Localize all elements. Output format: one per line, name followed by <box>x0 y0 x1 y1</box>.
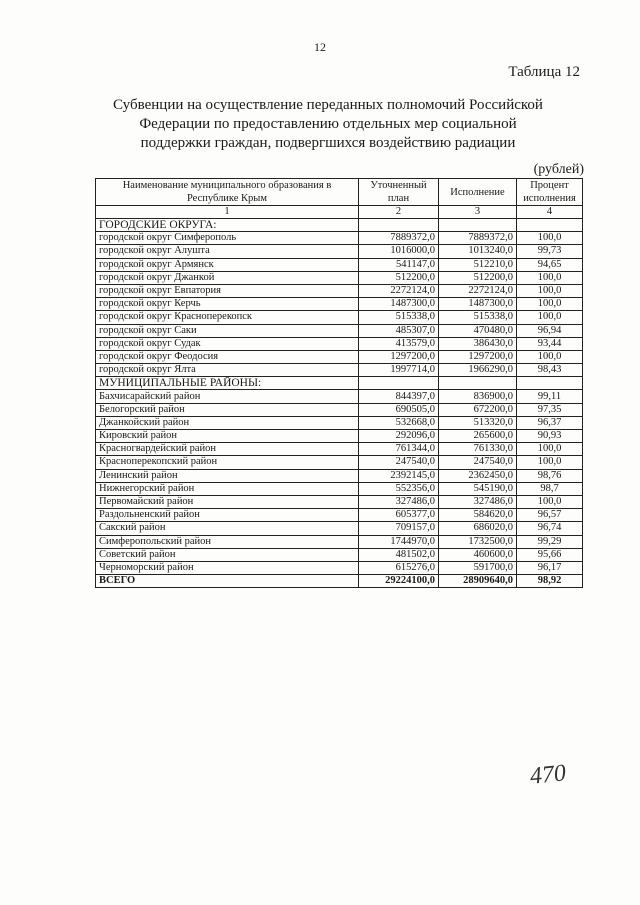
column-number: 2 <box>359 206 439 219</box>
table-row <box>96 271 583 284</box>
cell-name: городской округ Феодосия <box>96 350 359 363</box>
table-row <box>96 469 583 482</box>
cell-percent: 96,74 <box>517 522 583 535</box>
cell-fact: 327486,0 <box>439 495 517 508</box>
cell-name: городской округ Джанкой <box>96 271 359 284</box>
table-row <box>96 258 583 271</box>
cell-fact: 460600,0 <box>439 548 517 561</box>
cell-percent: 100,0 <box>517 284 583 297</box>
cell-fact: 386430,0 <box>439 337 517 350</box>
cell-plan: 615276,0 <box>359 561 439 574</box>
cell-plan: 327486,0 <box>359 495 439 508</box>
cell-percent: 98,7 <box>517 482 583 495</box>
cell-percent: 97,35 <box>517 403 583 416</box>
table-row <box>96 495 583 508</box>
cell-fact: 2362450,0 <box>439 469 517 482</box>
column-number: 3 <box>439 206 517 219</box>
cell-plan: 512200,0 <box>359 271 439 284</box>
table-row <box>96 548 583 561</box>
cell-name: Первомайский район <box>96 495 359 508</box>
cell-plan: 541147,0 <box>359 258 439 271</box>
cell-fact: 545190,0 <box>439 482 517 495</box>
table-row <box>96 430 583 443</box>
cell-percent: 96,57 <box>517 509 583 522</box>
cell-fact: 686020,0 <box>439 522 517 535</box>
cell-fact: 265600,0 <box>439 430 517 443</box>
cell-plan: 7889372,0 <box>359 232 439 245</box>
table-row <box>96 350 583 363</box>
cell-name: городской округ Саки <box>96 324 359 337</box>
cell-percent: 98,43 <box>517 364 583 377</box>
title-line: Субвенции на осуществление переданных полномочий Российской <box>113 97 543 113</box>
cell-plan: 1016000,0 <box>359 245 439 258</box>
cell-plan <box>359 377 439 390</box>
cell-name: Ленинский район <box>96 469 359 482</box>
table-caption: Таблица 12 <box>508 64 580 80</box>
cell-fact <box>439 219 517 232</box>
cell-plan: 485307,0 <box>359 324 439 337</box>
table-row <box>96 482 583 495</box>
cell-plan: 247540,0 <box>359 456 439 469</box>
cell-name: Нижнегорский район <box>96 482 359 495</box>
cell-name: Белогорский район <box>96 403 359 416</box>
total-row <box>96 575 583 588</box>
cell-plan: 761344,0 <box>359 443 439 456</box>
cell-name: МУНИЦИПАЛЬНЫЕ РАЙОНЫ: <box>96 377 359 390</box>
header-name: Наименование муниципального образования в Республике Крым <box>96 179 359 206</box>
cell-percent: 94,65 <box>517 258 583 271</box>
subvention-table <box>95 178 583 588</box>
cell-name: городской округ Евпатория <box>96 284 359 297</box>
cell-fact: 28909640,0 <box>439 575 517 588</box>
cell-percent: 100,0 <box>517 271 583 284</box>
cell-fact: 1013240,0 <box>439 245 517 258</box>
column-number: 4 <box>517 206 583 219</box>
cell-fact: 1297200,0 <box>439 350 517 363</box>
cell-name: Кировский район <box>96 430 359 443</box>
table-row <box>96 456 583 469</box>
cell-percent: 100,0 <box>517 456 583 469</box>
table-row <box>96 390 583 403</box>
cell-name: Раздольненский район <box>96 509 359 522</box>
cell-fact: 470480,0 <box>439 324 517 337</box>
cell-plan: 1487300,0 <box>359 298 439 311</box>
cell-percent: 98,76 <box>517 469 583 482</box>
cell-plan <box>359 219 439 232</box>
table-row <box>96 298 583 311</box>
document-title <box>110 96 546 153</box>
table-row <box>96 443 583 456</box>
table-row <box>96 311 583 324</box>
cell-percent: 98,92 <box>517 575 583 588</box>
cell-plan: 1744970,0 <box>359 535 439 548</box>
cell-name: Черноморский район <box>96 561 359 574</box>
cell-plan: 552356,0 <box>359 482 439 495</box>
table-row <box>96 232 583 245</box>
cell-percent <box>517 219 583 232</box>
cell-plan: 292096,0 <box>359 430 439 443</box>
cell-name: городской округ Ялта <box>96 364 359 377</box>
cell-fact: 512200,0 <box>439 271 517 284</box>
cell-percent: 96,37 <box>517 416 583 429</box>
cell-plan: 605377,0 <box>359 509 439 522</box>
cell-percent: 95,66 <box>517 548 583 561</box>
cell-percent: 100,0 <box>517 232 583 245</box>
cell-name: городской округ Судак <box>96 337 359 350</box>
title-line: Федерации по предоставлению отдельных мер социальной <box>139 116 517 132</box>
cell-name: городской округ Красноперекопск <box>96 311 359 324</box>
cell-name: ВСЕГО <box>96 575 359 588</box>
cell-fact <box>439 377 517 390</box>
cell-fact: 513320,0 <box>439 416 517 429</box>
cell-percent: 99,11 <box>517 390 583 403</box>
cell-percent: 100,0 <box>517 298 583 311</box>
cell-percent: 90,93 <box>517 430 583 443</box>
cell-name: городской округ Армянск <box>96 258 359 271</box>
cell-plan: 532668,0 <box>359 416 439 429</box>
cell-plan: 2272124,0 <box>359 284 439 297</box>
cell-percent: 96,94 <box>517 324 583 337</box>
cell-plan: 481502,0 <box>359 548 439 561</box>
cell-fact: 512210,0 <box>439 258 517 271</box>
cell-fact: 515338,0 <box>439 311 517 324</box>
cell-percent: 100,0 <box>517 495 583 508</box>
page-number: 12 <box>314 40 326 54</box>
cell-name: Сакский район <box>96 522 359 535</box>
cell-fact: 1966290,0 <box>439 364 517 377</box>
cell-plan: 1997714,0 <box>359 364 439 377</box>
table-row <box>96 535 583 548</box>
cell-plan: 690505,0 <box>359 403 439 416</box>
cell-fact: 672200,0 <box>439 403 517 416</box>
cell-percent: 100,0 <box>517 311 583 324</box>
cell-fact: 1487300,0 <box>439 298 517 311</box>
cell-percent: 99,29 <box>517 535 583 548</box>
section-row <box>96 377 583 390</box>
column-number: 1 <box>96 206 359 219</box>
cell-fact: 7889372,0 <box>439 232 517 245</box>
table-row <box>96 284 583 297</box>
cell-name: Симферопольский район <box>96 535 359 548</box>
cell-fact: 591700,0 <box>439 561 517 574</box>
cell-percent: 93,44 <box>517 337 583 350</box>
cell-percent: 100,0 <box>517 443 583 456</box>
cell-percent: 99,73 <box>517 245 583 258</box>
cell-plan: 2392145,0 <box>359 469 439 482</box>
cell-name: городской округ Алушта <box>96 245 359 258</box>
table-row <box>96 416 583 429</box>
cell-percent <box>517 377 583 390</box>
cell-name: Советский район <box>96 548 359 561</box>
cell-name: Джанкойский район <box>96 416 359 429</box>
table-body <box>96 219 583 588</box>
cell-percent: 100,0 <box>517 350 583 363</box>
cell-fact: 2272124,0 <box>439 284 517 297</box>
cell-plan: 413579,0 <box>359 337 439 350</box>
table-row <box>96 403 583 416</box>
cell-fact: 836900,0 <box>439 390 517 403</box>
cell-name: ГОРОДСКИЕ ОКРУГА: <box>96 219 359 232</box>
cell-name: Бахчисарайский район <box>96 390 359 403</box>
table-row <box>96 364 583 377</box>
handwritten-signature: 470 <box>528 760 568 790</box>
table-row <box>96 509 583 522</box>
cell-fact: 247540,0 <box>439 456 517 469</box>
cell-name: Красногвардейский район <box>96 443 359 456</box>
header-plan: Уточненный план <box>359 179 439 206</box>
header-fact: Исполнение <box>439 179 517 206</box>
table-row <box>96 337 583 350</box>
cell-fact: 761330,0 <box>439 443 517 456</box>
cell-plan: 29224100,0 <box>359 575 439 588</box>
cell-fact: 584620,0 <box>439 509 517 522</box>
table-row <box>96 522 583 535</box>
units-label: (рублей) <box>533 162 584 177</box>
cell-name: Красноперекопский район <box>96 456 359 469</box>
cell-percent: 96,17 <box>517 561 583 574</box>
cell-plan: 1297200,0 <box>359 350 439 363</box>
table-row <box>96 561 583 574</box>
cell-name: городской округ Симферополь <box>96 232 359 245</box>
table-row <box>96 245 583 258</box>
cell-name: городской округ Керчь <box>96 298 359 311</box>
title-line: поддержки граждан, подвергшихся воздействию радиации <box>140 135 516 151</box>
header-percent: Процент исполнения <box>517 179 583 206</box>
cell-plan: 844397,0 <box>359 390 439 403</box>
table-row <box>96 324 583 337</box>
cell-plan: 709157,0 <box>359 522 439 535</box>
cell-fact: 1732500,0 <box>439 535 517 548</box>
section-row <box>96 219 583 232</box>
cell-plan: 515338,0 <box>359 311 439 324</box>
